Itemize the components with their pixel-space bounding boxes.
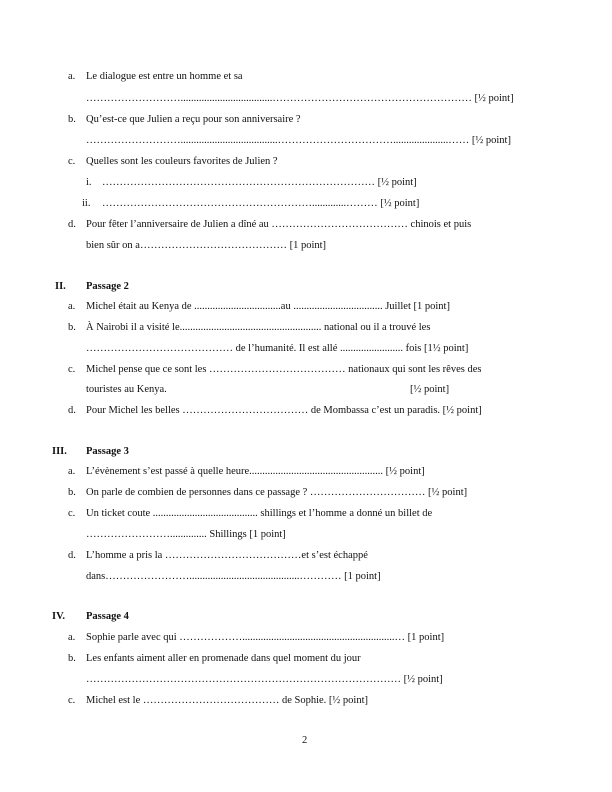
question-4a: Sophie parle avec qui ………………..........................................................… [1 point] xyxy=(86,632,445,643)
page-number: 2 xyxy=(302,735,308,746)
item-label: c. xyxy=(68,364,76,375)
answer-line-1b: ……………………….....................................…………………………….....................…… [½ point] xyxy=(86,135,511,146)
question-3d: L’homme a pris la …………………………………et s’est échappé xyxy=(86,550,368,561)
question-1a: Le dialogue est entre un homme et sa xyxy=(86,71,243,82)
section-heading: Passage 2 xyxy=(86,281,129,292)
item-label: b. xyxy=(68,114,76,125)
subitem-label: ii. xyxy=(82,198,91,209)
section-numeral: IV. xyxy=(52,611,65,622)
question-3a: L’évènement s’est passé à quelle heure................................................... [½ point] xyxy=(86,466,425,477)
item-label: c. xyxy=(68,156,76,167)
section-heading: Passage 3 xyxy=(86,446,129,457)
answer-line-3d: dans……………………..........................................………… [1 point] xyxy=(86,571,381,582)
question-2b: À Nairobi il a visité le...................................................... national ou il a trouvé les xyxy=(86,322,431,333)
question-3b: On parle de combien de personnes dans ce passage ? …………………………… [½ point] xyxy=(86,487,468,498)
question-2d: Pour Michel les belles ……………………………… de Mombassa c’est un paradis. [½ point] xyxy=(86,405,482,416)
answer-line-1d: bien sûr on a…………………………………… [1 point] xyxy=(86,240,327,251)
item-label: b. xyxy=(68,653,76,664)
question-2a: Michel était au Kenya de .................................au .................................. Juillet [1 point] xyxy=(86,301,450,312)
item-label: a. xyxy=(68,71,76,82)
item-label: c. xyxy=(68,508,76,519)
section-numeral: III. xyxy=(52,446,67,457)
question-1c: Quelles sont les couleurs favorites de Julien ? xyxy=(86,156,278,167)
item-label: d. xyxy=(68,550,76,561)
answer-line-4b: ……………………………………………………………………………… [½ point] xyxy=(86,674,443,685)
question-3c: Un ticket coute ........................................ shillings et l’homme a donné un billet de xyxy=(86,508,433,519)
question-1d: Pour fêter l’anniversaire de Julien a dîné au ………………………………… chinois et puis xyxy=(86,219,472,230)
points-2c: [½ point] xyxy=(410,384,450,395)
item-label: a. xyxy=(68,466,76,477)
answer-line-3c: …………………….............. Shillings [1 point] xyxy=(86,529,286,540)
answer-line-1a: ………………………...................................………………………………………………… [½ point] xyxy=(86,93,514,104)
subitem-label: i. xyxy=(86,177,92,188)
question-4b: Les enfants aiment aller en promenade dans quel moment du jour xyxy=(86,653,361,664)
item-label: b. xyxy=(68,322,76,333)
item-label: c. xyxy=(68,695,76,706)
question-1b: Qu’est-ce que Julien a reçu pour son anniversaire ? xyxy=(86,114,301,125)
section-heading: Passage 4 xyxy=(86,611,129,622)
item-label: d. xyxy=(68,405,76,416)
item-label: b. xyxy=(68,487,76,498)
item-label: d. xyxy=(68,219,76,230)
answer-line-2b: …………………………………… de l’humanité. Il est allé ........................ fois [1½ point] xyxy=(86,343,469,354)
question-2c: Michel pense que ce sont les ………………………………… nationaux qui sont les rêves des xyxy=(86,364,482,375)
answer-line-1c-ii: …………………………………………………….............……… [½ point] xyxy=(102,198,420,209)
item-label: a. xyxy=(68,632,76,643)
item-label: a. xyxy=(68,301,76,312)
section-numeral: II. xyxy=(55,281,66,292)
question-4c: Michel est le ………………………………… de Sophie. [½ point] xyxy=(86,695,369,706)
answer-line-1c-i: …………………………………………………………………… [½ point] xyxy=(102,177,417,188)
question-2c-cont: touristes au Kenya. xyxy=(86,384,167,395)
